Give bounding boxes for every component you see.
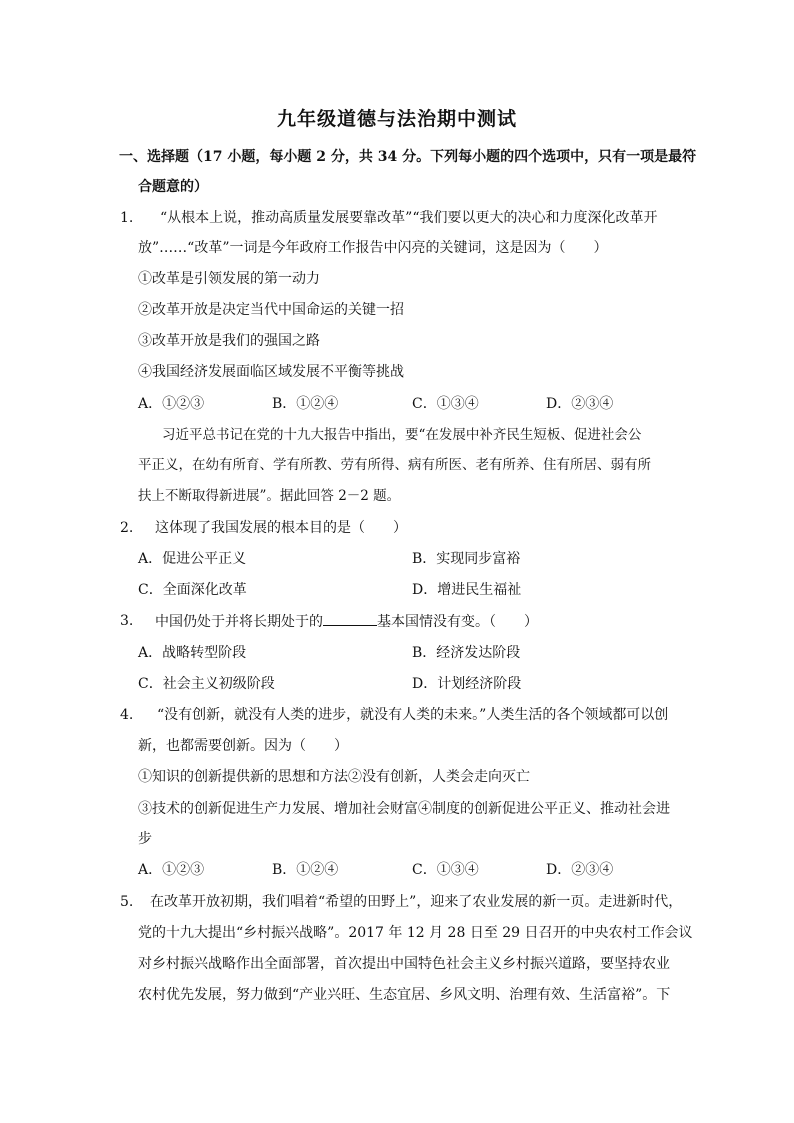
q2-option-a[interactable]: A．促进公平正义: [138, 551, 247, 567]
q5-stem-line2: 党的十九大提出“乡村振兴战略”。2017 年 12 月 28 日至 29 日召开的中央农村工作会议: [138, 925, 693, 941]
q4-option-a[interactable]: A．①②③: [138, 862, 205, 878]
q3-option-a[interactable]: A．战略转型阶段: [138, 645, 247, 661]
q1-item-3: ③改革开放是我们的强国之路: [138, 333, 320, 349]
q1-option-d[interactable]: D．②③④: [546, 396, 614, 412]
q4-stem-line1: “没有创新，就没有人类的进步，就没有人类的未来。”人类生活的各个领域都可以创: [157, 707, 669, 723]
q2-number: 2.: [120, 520, 134, 536]
section-heading-line2: 合题意的）: [138, 179, 208, 195]
q2-option-d[interactable]: D．增进民生福祉: [412, 582, 522, 598]
q3-stem: [155, 611, 538, 632]
q4-items-line2: ③技术的创新促进生产力发展、增加社会财富④制度的创新促进公平正义、推动社会进: [138, 801, 670, 817]
passage-line1: 习近平总书记在党的十九大报告中指出，要“在发展中补齐民生短板、促进社会公: [162, 427, 642, 443]
section-heading-line1: 一、选择题（17 小题，每小题 2 分，共 34 分。下列每小题的四个选项中，只有一项是最符: [119, 149, 697, 165]
passage-line3: 扶上不断取得新进展”。据此回答 2－2 题。: [138, 488, 401, 504]
q1-stem-line2: 放”……“改革”一词是今年政府工作报告中闪亮的关键词，这是因为（ ）: [138, 240, 608, 256]
q3-option-b[interactable]: B．经济发达阶段: [412, 645, 521, 661]
q1-option-b[interactable]: B．①②④: [272, 396, 339, 412]
q2-stem: 这体现了我国发展的根本目的是（ ）: [155, 520, 407, 536]
q1-option-c[interactable]: C．①③④: [412, 396, 479, 412]
q1-item-4: ④我国经济发展面临区域发展不平衡等挑战: [138, 364, 404, 380]
q4-items-line1: ①知识的创新提供新的思想和方法②没有创新，人类会走向灭亡: [138, 769, 530, 785]
q2-option-c[interactable]: C．全面深化改革: [138, 582, 247, 598]
q4-option-c[interactable]: C．①③④: [412, 862, 479, 878]
q1-option-a[interactable]: A．①②③: [138, 396, 205, 412]
q5-stem-line4: 农村优先发展，努力做到“产业兴旺、生态宜居、乡风文明、治理有效、生活富裕”。下: [138, 987, 671, 1003]
page-title: 九年级道德与法治期中测试: [276, 108, 517, 130]
q1-stem-line1: “从根本上说，推动高质量发展要靠改革”“我们要以更大的决心和力度深化改革开: [160, 210, 658, 226]
q1-item-1: ①改革是引领发展的第一动力: [138, 271, 320, 287]
q2-option-b[interactable]: B．实现同步富裕: [412, 551, 521, 567]
q5-stem-line3: 对乡村振兴战略作出全面部署，首次提出中国特色社会主义乡村振兴道路，要坚持农业: [138, 956, 670, 972]
q3-number: 3.: [120, 613, 134, 629]
q3-option-c[interactable]: C．社会主义初级阶段: [138, 676, 275, 692]
q4-stem-line2: 新，也都需要创新。因为（ ）: [138, 738, 348, 754]
q4-option-b[interactable]: B．①②④: [272, 862, 339, 878]
q3-option-d[interactable]: D．计划经济阶段: [412, 676, 522, 692]
q4-option-d[interactable]: D．②③④: [546, 862, 614, 878]
passage-line2: 平正义，在幼有所育、学有所教、劳有所得、病有所医、老有所养、住有所居、弱有所: [138, 457, 651, 473]
q3-answer-blank[interactable]: [323, 611, 377, 626]
q5-stem-line1: 在改革开放初期，我们唱着“希望的田野上”，迎来了农业发展的新一页。走进新时代，: [150, 894, 683, 910]
q3-stem-after: 基本国情没有变。（ ）: [377, 614, 538, 630]
q4-items-line3: 步: [138, 831, 152, 847]
q5-number: 5.: [120, 894, 134, 910]
q3-stem-before: 中国仍处于并将长期处于的: [155, 614, 323, 630]
q1-number: 1.: [120, 210, 134, 226]
q1-item-2: ②改革开放是决定当代中国命运的关键一招: [138, 302, 404, 318]
q4-number: 4.: [120, 707, 134, 723]
